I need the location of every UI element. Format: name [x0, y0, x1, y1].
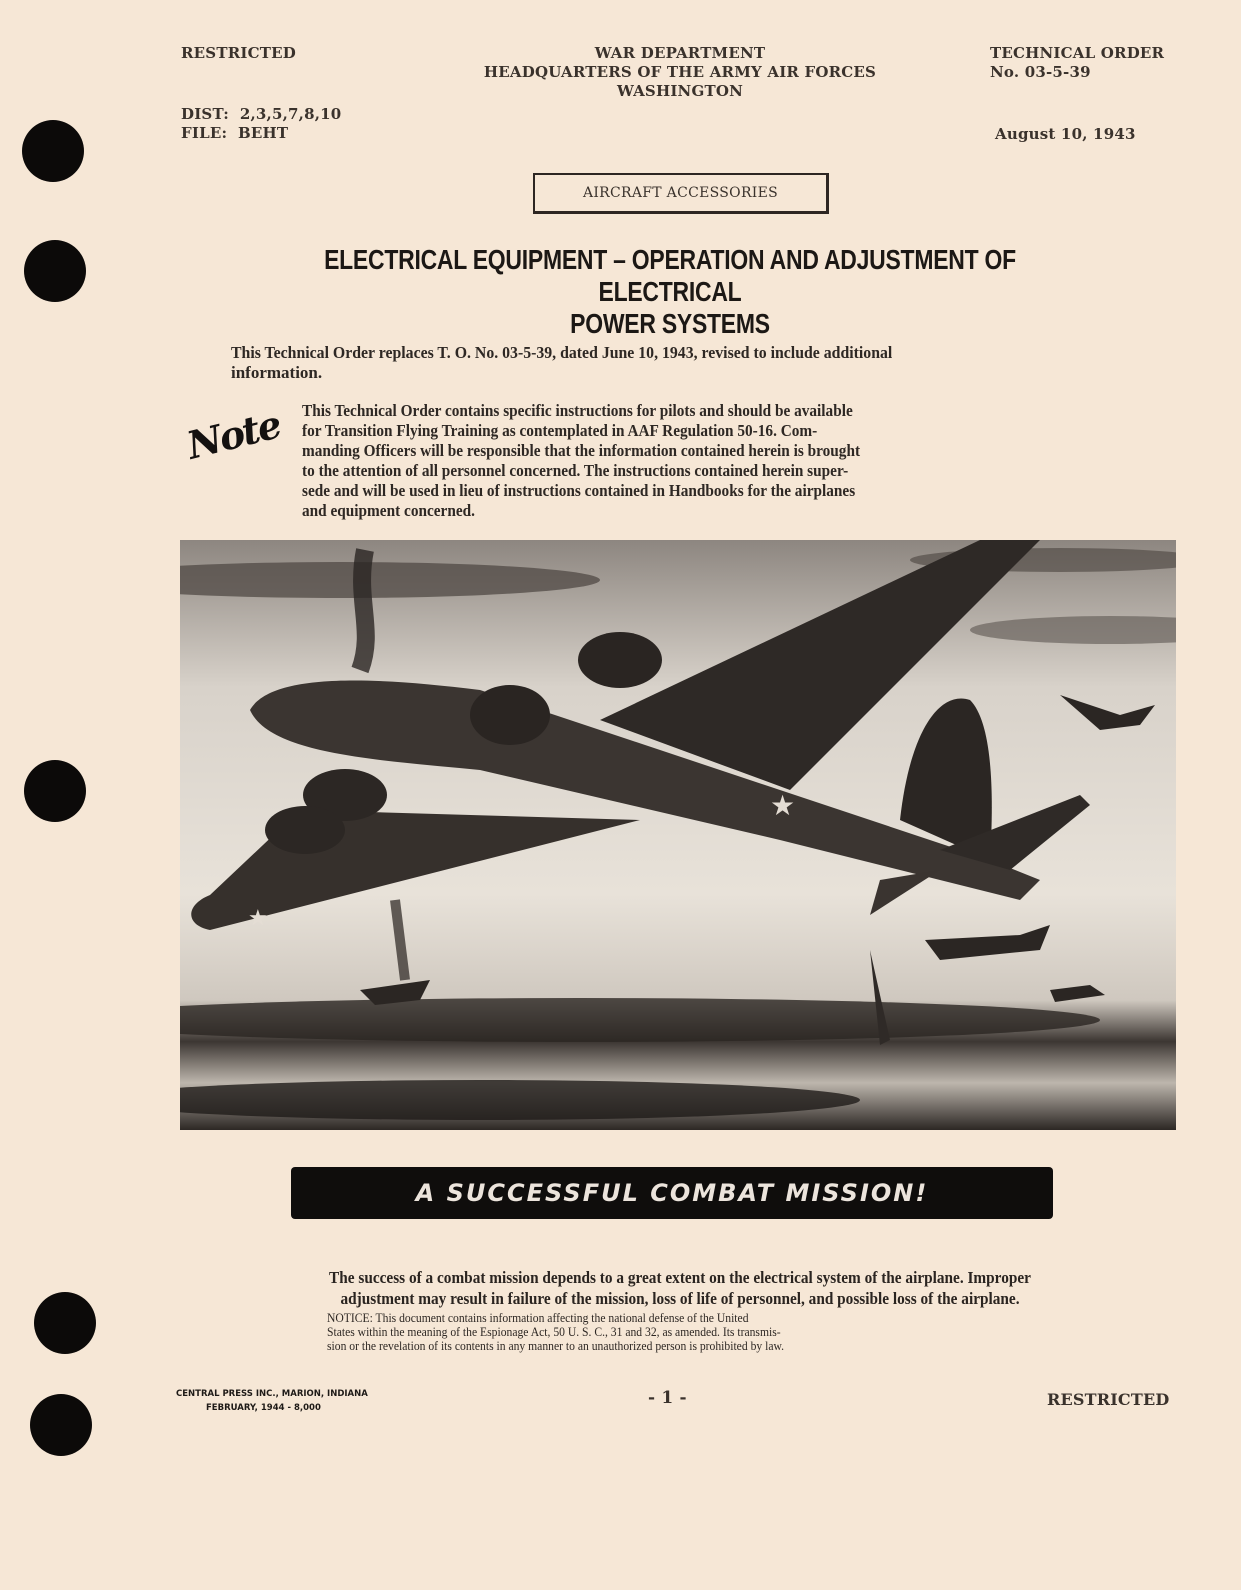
- note-line: to the attention of all personnel concerned. The instructions contained herein super-: [302, 461, 849, 480]
- dist-line: DIST: 2,3,5,7,8,10: [181, 105, 342, 123]
- department-line: HEADQUARTERS OF THE ARMY AIR FORCES: [483, 63, 877, 81]
- department-line: WAR DEPARTMENT: [594, 44, 766, 62]
- dist-file-block: [181, 105, 341, 143]
- binder-hole: [34, 1292, 96, 1354]
- technical-order-block: [990, 44, 1164, 82]
- note-line: and equipment concerned.: [302, 501, 475, 520]
- b17-combat-scene-icon: [180, 540, 1176, 1130]
- title-line: ELECTRICAL EQUIPMENT – OPERATION AND ADJUSTMENT OF ELECTRICAL: [324, 244, 1016, 307]
- department-line: WASHINGTON: [616, 82, 743, 100]
- printer-imprint: [176, 1387, 368, 1415]
- replaces-line: This Technical Order replaces T. O. No. 03-5-39, dated June 10, 1943, revised to include additional: [231, 343, 893, 362]
- page-number: - 1 -: [648, 1388, 687, 1408]
- closing-line: The success of a combat mission depends to a great extent on the electrical system of the airplane. Improper: [329, 1268, 1031, 1287]
- replaces-line: information.: [231, 363, 323, 382]
- note-line: manding Officers will be responsible that the information contained herein is brought: [302, 441, 861, 460]
- binder-hole: [24, 240, 86, 302]
- printer-name: CENTRAL PRESS INC., MARION, INDIANA: [176, 1389, 368, 1399]
- notice-line: NOTICE: This document contains information affecting the national defense of the United: [327, 1311, 749, 1325]
- note-paragraph: [302, 401, 1042, 521]
- combat-mission-banner: A SUCCESSFUL COMBAT MISSION!: [291, 1167, 1053, 1219]
- replaces-paragraph: [231, 343, 1151, 383]
- espionage-notice: [327, 1311, 1027, 1353]
- notice-line: sion or the revelation of its contents in any manner to an unauthorized person is prohibited by law.: [327, 1339, 785, 1353]
- svg-text:★: ★: [248, 906, 268, 931]
- print-date: FEBRUARY, 1944 - 8,000: [206, 1403, 321, 1413]
- title-line: POWER SYSTEMS: [570, 308, 770, 339]
- binder-hole: [22, 120, 84, 182]
- category-box: AIRCRAFT ACCESSORIES: [533, 173, 829, 214]
- page-title: [285, 244, 1056, 340]
- classification-top: RESTRICTED: [181, 44, 296, 62]
- bomber-illustration: [180, 540, 1176, 1130]
- classification-bottom: RESTRICTED: [1047, 1390, 1170, 1409]
- note-script-icon: Note: [182, 401, 285, 468]
- binder-hole: [24, 760, 86, 822]
- issue-date: August 10, 1943: [995, 125, 1136, 143]
- note-line: sede and will be used in lieu of instructions contained in Handbooks for the airplanes: [302, 481, 856, 500]
- file-line: FILE: BEHT: [181, 124, 289, 142]
- notice-line: States within the meaning of the Espionage Act, 50 U. S. C., 31 and 32, as amended. Its transmis-: [327, 1325, 781, 1339]
- closing-line: adjustment may result in failure of the mission, loss of life of personnel, and possible loss of the airplane.: [340, 1289, 1020, 1308]
- closing-paragraph: [170, 1267, 1190, 1309]
- order-type: TECHNICAL ORDER: [990, 44, 1165, 62]
- order-number: No. 03-5-39: [990, 63, 1091, 81]
- binder-hole: [30, 1394, 92, 1456]
- department-block: [430, 44, 930, 101]
- svg-text:★: ★: [770, 789, 796, 822]
- note-line: for Transition Flying Training as contemplated in AAF Regulation 50-16. Com-: [302, 421, 818, 440]
- note-line: This Technical Order contains specific instructions for pilots and should be available: [302, 401, 853, 420]
